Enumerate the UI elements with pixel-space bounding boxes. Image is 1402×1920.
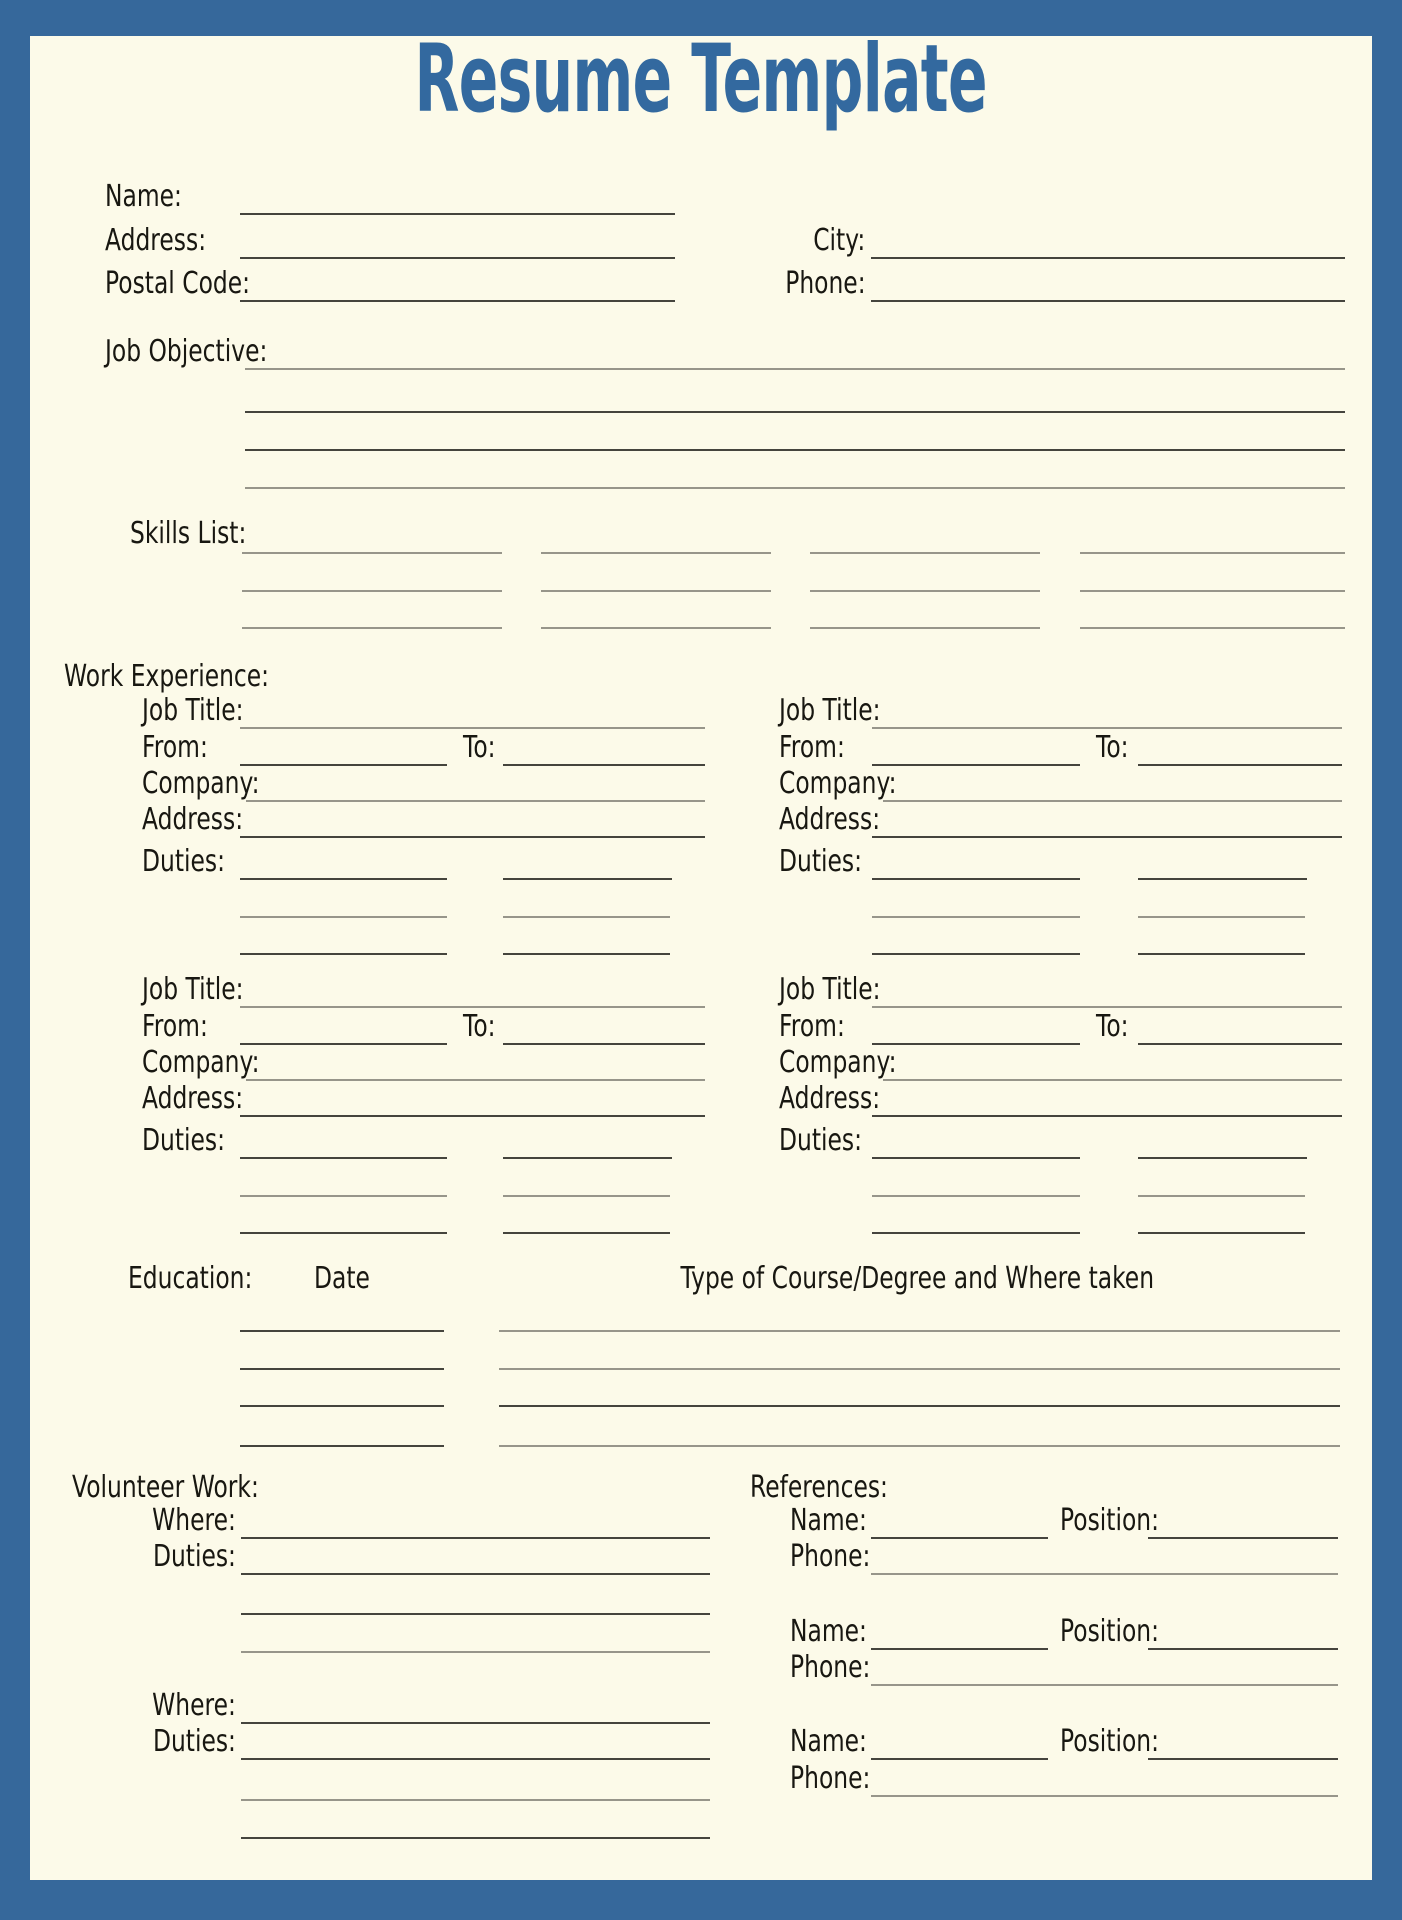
reference-phone-row (790, 1541, 1338, 1575)
city-row (735, 225, 1345, 259)
blank-line (872, 764, 1080, 766)
education-label-wrap (128, 1263, 293, 1297)
duties-line-row (240, 921, 670, 955)
blank-line (240, 1043, 447, 1045)
education-row (240, 1413, 1340, 1447)
blank-line (503, 1043, 705, 1045)
name-label: Name: (105, 179, 182, 215)
blank-line (240, 1157, 447, 1159)
skills-line-row (242, 520, 1345, 554)
blank-line (871, 1537, 1048, 1539)
reference-name-position-row (790, 1726, 1338, 1760)
phone-label: Phone: (785, 266, 866, 302)
work-experience-label: Work Experience: (64, 659, 270, 695)
blank-line (872, 878, 1080, 880)
phone-row (735, 268, 1345, 302)
where-label: Where: (151, 1503, 236, 1539)
duties-row (779, 1125, 1307, 1159)
blank-line (242, 590, 502, 592)
blank-line (1080, 627, 1345, 629)
name-label: Name: (790, 1614, 867, 1650)
name-label: Name: (790, 1724, 867, 1760)
page-title: Resume Template (414, 25, 988, 134)
references-label-wrap (750, 1472, 933, 1506)
blank-line (1080, 552, 1345, 554)
to-label: To: (1096, 730, 1129, 766)
blank-line (1148, 1758, 1338, 1760)
blank-line (871, 1758, 1048, 1760)
blank-line (1080, 590, 1345, 592)
name-label: Name: (790, 1503, 867, 1539)
blank-line (499, 1330, 1340, 1332)
from-label: From: (779, 1009, 845, 1045)
blank-line (240, 300, 675, 302)
position-label: Position: (1060, 1724, 1159, 1760)
blank-line (1148, 1648, 1338, 1650)
from-label: From: (142, 1009, 208, 1045)
references-label: References: (750, 1470, 888, 1506)
blank-line (499, 1405, 1340, 1407)
duties-label: Duties: (142, 844, 225, 880)
volunteer-where-row (120, 1505, 710, 1539)
blank-line (871, 1795, 1338, 1797)
blank-line (1138, 1043, 1342, 1045)
blank-line (871, 300, 1345, 302)
duties-label: Duties: (779, 1123, 862, 1159)
job-title-row (142, 974, 705, 1008)
blank-line (240, 1445, 444, 1447)
job-title-label: Job Title: (142, 972, 244, 1008)
skills-line-row (242, 595, 1345, 629)
reference-name-position-row (790, 1616, 1338, 1650)
education-date-header: Date (314, 1261, 370, 1297)
blank-line (810, 552, 1040, 554)
job-title-label: Job Title: (142, 693, 244, 729)
blank-line (499, 1368, 1340, 1370)
address-label: Address: (779, 1081, 881, 1117)
job-title-row (779, 695, 1342, 729)
blank-line (871, 257, 1345, 259)
blank-line (541, 627, 771, 629)
phone-label: Phone: (790, 1761, 871, 1797)
duties-line-row (240, 884, 670, 918)
blank-line (240, 916, 447, 918)
duties-line-row (240, 1200, 670, 1234)
blank-line (883, 800, 1342, 802)
company-label: Company: (142, 1045, 260, 1081)
company-label: Company: (142, 766, 260, 802)
blank-line (241, 1573, 710, 1575)
to-label: To: (1096, 1009, 1129, 1045)
duties-label: Duties: (152, 1539, 236, 1575)
blank-line (241, 1537, 710, 1539)
job-title-label: Job Title: (779, 693, 881, 729)
blank-line (1148, 1537, 1338, 1539)
blank-line (1138, 878, 1307, 880)
job-objective-line-row (245, 455, 1345, 489)
skills-line-row (242, 558, 1345, 592)
work-experience-label-wrap (64, 661, 333, 695)
from-to-row (779, 732, 1342, 766)
blank-line (1138, 764, 1342, 766)
blank-line (872, 916, 1080, 918)
blank-line (240, 1115, 705, 1117)
blank-line (240, 213, 675, 215)
blank-line (503, 1232, 670, 1234)
volunteer-work-label: Volunteer Work: (72, 1470, 259, 1506)
blank-line (1138, 1157, 1307, 1159)
from-to-row (142, 732, 705, 766)
education-date-header-wrap (314, 1263, 392, 1297)
name-row (105, 181, 675, 215)
blank-line (1138, 953, 1305, 955)
blank-line (240, 953, 447, 955)
duties-row (142, 1125, 672, 1159)
blank-line (872, 1006, 1342, 1008)
education-row (240, 1336, 1340, 1370)
duties-row (142, 846, 672, 880)
address-label: Address: (105, 223, 207, 259)
duties-label: Duties: (152, 1724, 236, 1760)
volunteer-line-row (241, 1581, 710, 1615)
blank-line (872, 727, 1342, 729)
address-row (105, 225, 675, 259)
blank-line (810, 627, 1040, 629)
blank-line (246, 1079, 705, 1081)
blank-line (240, 1232, 447, 1234)
job-title-row (779, 974, 1342, 1008)
education-course-header-wrap (620, 1263, 1220, 1297)
city-label: City: (813, 223, 866, 259)
blank-line (871, 1684, 1338, 1686)
company-row (779, 1047, 1342, 1081)
blank-line (872, 1157, 1080, 1159)
to-label: To: (463, 730, 496, 766)
blank-line (240, 878, 447, 880)
blank-line (1138, 1195, 1305, 1197)
duties-line-row (872, 921, 1305, 955)
reference-phone-row (790, 1652, 1338, 1686)
reference-phone-row (790, 1763, 1338, 1797)
reference-name-position-row (790, 1505, 1338, 1539)
blank-line (872, 836, 1342, 838)
postal-code-label: Postal Code: (105, 266, 251, 302)
volunteer-line-row (241, 1619, 710, 1653)
blank-line (503, 916, 670, 918)
blank-line (245, 411, 1345, 413)
blank-line (883, 1079, 1342, 1081)
blank-line (872, 1232, 1080, 1234)
position-label: Position: (1060, 1503, 1159, 1539)
blank-line (240, 764, 447, 766)
blank-line (871, 1648, 1048, 1650)
postal-code-row (105, 268, 675, 302)
company-label: Company: (779, 766, 897, 802)
blank-line (503, 1157, 672, 1159)
to-label: To: (463, 1009, 496, 1045)
education-row (240, 1373, 1340, 1407)
blank-line (503, 878, 672, 880)
duties-line-row (872, 884, 1305, 918)
duties-label: Duties: (142, 1123, 225, 1159)
from-label: From: (779, 730, 845, 766)
blank-line (871, 1573, 1338, 1575)
job-objective-line-row (245, 417, 1345, 451)
blank-line (1138, 916, 1305, 918)
blank-line (240, 1330, 444, 1332)
education-row (240, 1298, 1340, 1332)
duties-line-row (872, 1200, 1305, 1234)
job-objective-line-row (245, 379, 1345, 413)
volunteer-where-row (120, 1690, 710, 1724)
job-title-row (142, 695, 705, 729)
blank-line (872, 1043, 1080, 1045)
blank-line (541, 590, 771, 592)
blank-line (872, 1195, 1080, 1197)
address-label: Address: (779, 802, 881, 838)
blank-line (541, 552, 771, 554)
blank-line (246, 800, 705, 802)
address-row (779, 1083, 1342, 1117)
blank-line (240, 727, 705, 729)
address-row (142, 1083, 705, 1117)
blank-line (240, 1405, 444, 1407)
page-title-wrap (0, 25, 1402, 134)
blank-line (872, 953, 1080, 955)
phone-label: Phone: (790, 1539, 871, 1575)
blank-line (240, 836, 705, 838)
company-label: Company: (779, 1045, 897, 1081)
company-row (142, 768, 705, 802)
blank-line (241, 1722, 710, 1724)
position-label: Position: (1060, 1614, 1159, 1650)
job-title-label: Job Title: (779, 972, 881, 1008)
blank-line (872, 1115, 1342, 1117)
job-objective-row (105, 336, 1345, 370)
volunteer-work-label-wrap (72, 1472, 318, 1506)
job-objective-label: Job Objective: (105, 334, 268, 370)
address-row (779, 804, 1342, 838)
blank-line (810, 590, 1040, 592)
duties-line-row (872, 1163, 1305, 1197)
company-row (142, 1047, 705, 1081)
blank-line (245, 487, 1345, 489)
blank-line (245, 449, 1345, 451)
blank-line (1138, 1232, 1305, 1234)
address-row (142, 804, 705, 838)
blank-line (240, 1368, 444, 1370)
phone-label: Phone: (790, 1650, 871, 1686)
blank-line (241, 1799, 710, 1801)
from-label: From: (142, 730, 208, 766)
from-to-row (142, 1011, 705, 1045)
education-label: Education: (128, 1261, 253, 1297)
address-label: Address: (142, 1081, 244, 1117)
blank-line (499, 1445, 1340, 1447)
duties-label: Duties: (779, 844, 862, 880)
skills-list-label: Skills List: (130, 516, 247, 552)
blank-line (503, 953, 670, 955)
blank-line (241, 1758, 710, 1760)
volunteer-duties-row (120, 1726, 710, 1760)
volunteer-line-row (241, 1805, 710, 1839)
duties-line-row (240, 1163, 670, 1197)
blank-line (241, 1837, 710, 1839)
blank-line (242, 552, 502, 554)
where-label: Where: (151, 1688, 236, 1724)
blank-line (240, 1006, 705, 1008)
duties-row (779, 846, 1307, 880)
blank-line (242, 627, 502, 629)
education-course-header: Type of Course/Degree and Where taken (680, 1261, 1155, 1297)
blank-line (240, 1195, 447, 1197)
from-to-row (779, 1011, 1342, 1045)
blank-line (503, 764, 705, 766)
blank-line (245, 368, 1345, 370)
volunteer-line-row (241, 1767, 710, 1801)
address-label: Address: (142, 802, 244, 838)
volunteer-duties-row (120, 1541, 710, 1575)
company-row (779, 768, 1342, 802)
blank-line (241, 1651, 710, 1653)
blank-line (503, 1195, 670, 1197)
blank-line (241, 1613, 710, 1615)
blank-line (240, 257, 675, 259)
